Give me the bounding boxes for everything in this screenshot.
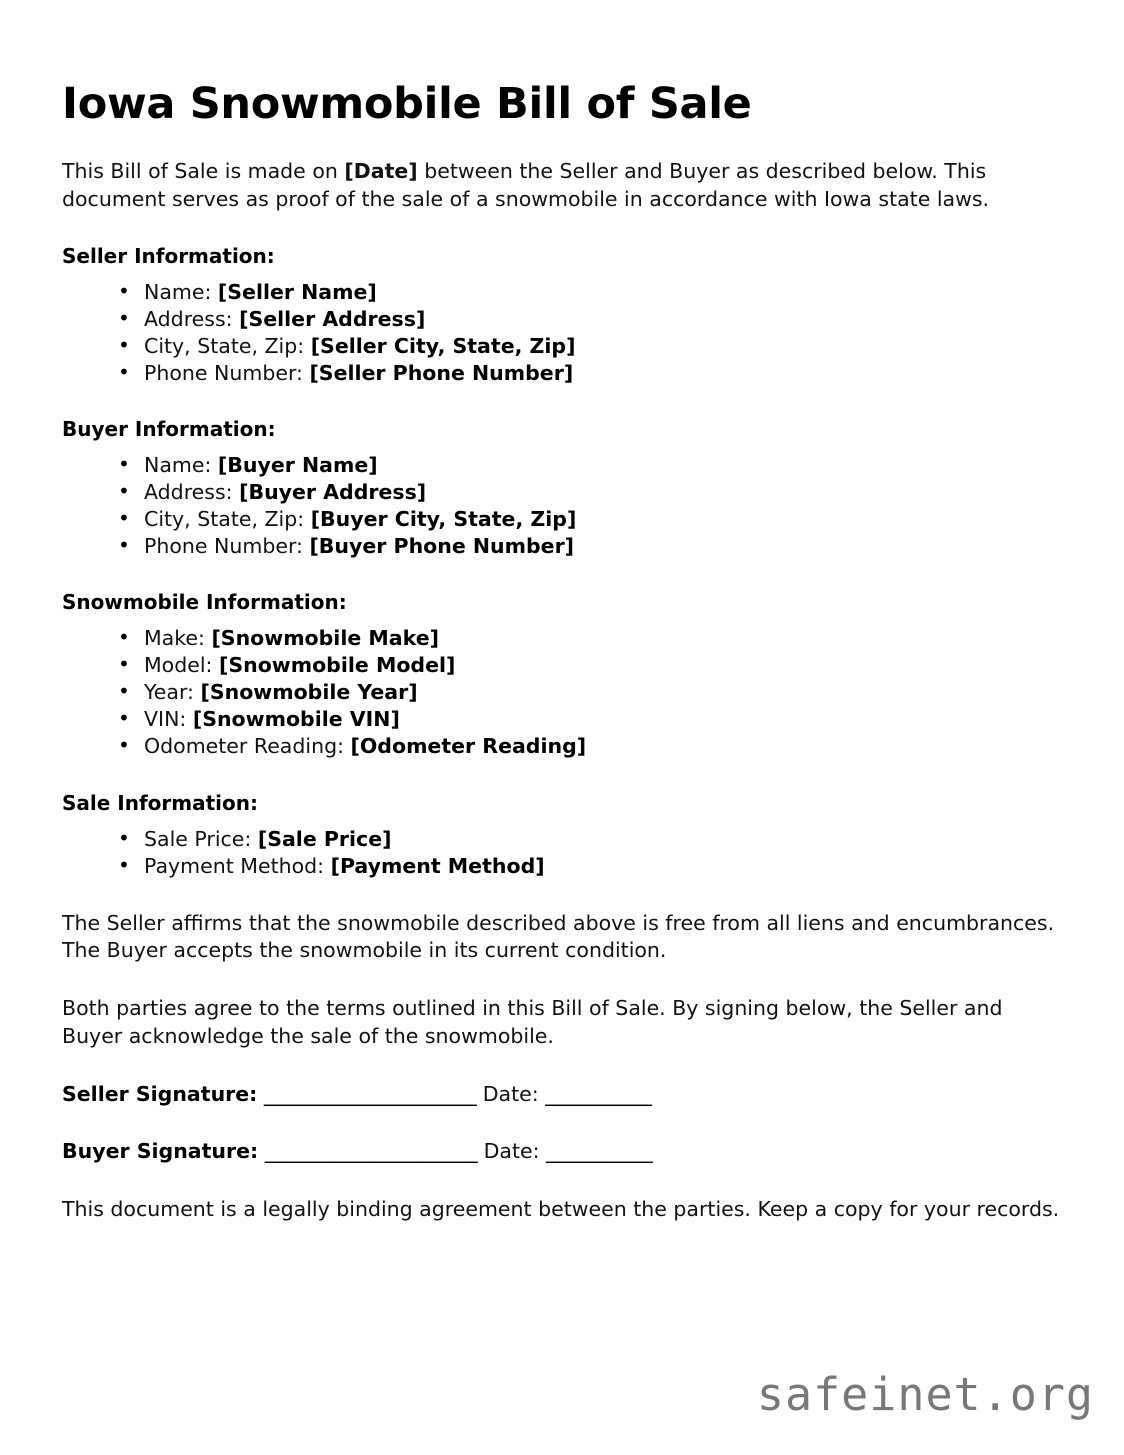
intro-text-after: between the Seller and Buyer as described below. This document serves as proof of the sale of a snowmobile in accordance with Iowa state laws. — [62, 159, 990, 212]
list-item — [116, 333, 1062, 360]
buyer-signature-line[interactable]: ______________________ — [264, 1138, 478, 1163]
seller-signature-line[interactable]: ______________________ — [263, 1082, 477, 1107]
field-label: Year: — [144, 680, 201, 705]
field-label: VIN: — [144, 707, 193, 732]
field-value: [Snowmobile Year] — [200, 680, 418, 705]
buyer-signature-row — [62, 1138, 1062, 1165]
field-value: [Seller Name] — [217, 279, 377, 304]
field-value: [Seller City, State, Zip] — [310, 334, 576, 358]
field-value: [Buyer City, State, Zip] — [310, 507, 577, 532]
field-value: [Odometer Reading] — [350, 734, 587, 759]
field-label: Address: — [144, 306, 240, 331]
field-value: [Payment Method] — [330, 853, 545, 878]
sale-information-heading: Sale Information: — [62, 790, 258, 815]
list-item — [116, 733, 1062, 760]
field-label: Make: — [144, 626, 212, 651]
sale-information-list — [62, 826, 1062, 880]
list-item — [116, 506, 1062, 533]
list-item — [116, 826, 1062, 853]
field-label: Sale Price: — [144, 826, 258, 851]
list-item — [116, 306, 1062, 333]
field-value: [Seller Address] — [239, 306, 426, 331]
seller-date-label: Date: — [482, 1082, 539, 1107]
field-label: Address: — [144, 480, 240, 505]
agreement-paragraph: Both parties agree to the terms outlined in this Bill of Sale. By signing below, the Seller and Buyer acknowledge the sale of the snowmobile. — [62, 996, 1003, 1049]
list-item — [116, 533, 1062, 560]
list-item — [116, 853, 1062, 880]
field-label: Payment Method: — [144, 853, 331, 878]
list-item — [116, 360, 1062, 387]
field-value: [Seller Phone Number] — [309, 361, 574, 386]
seller-signature-row — [62, 1081, 1062, 1108]
field-value: [Sale Price] — [257, 826, 392, 851]
snowmobile-information-heading: Snowmobile Information: — [62, 590, 347, 615]
field-value: [Buyer Phone Number] — [309, 534, 575, 559]
list-item — [116, 279, 1062, 306]
snowmobile-information-list — [62, 625, 1062, 760]
field-label: Phone Number: — [144, 361, 310, 386]
site-watermark: safeinet.org — [756, 1368, 1094, 1421]
page-title: Iowa Snowmobile Bill of Sale — [62, 79, 752, 129]
field-value: [Snowmobile Make] — [211, 626, 439, 651]
list-item — [116, 625, 1062, 652]
seller-date-line[interactable]: ___________ — [545, 1082, 652, 1107]
intro-paragraph — [62, 158, 1062, 214]
list-item — [116, 706, 1062, 733]
field-label: Odometer Reading: — [144, 734, 351, 759]
field-label: City, State, Zip: — [144, 334, 311, 358]
field-label: City, State, Zip: — [144, 507, 311, 532]
closing-paragraph: This document is a legally binding agreement between the parties. Keep a copy for your records. — [62, 1197, 1060, 1222]
buyer-signature-label: Buyer Signature: — [62, 1138, 259, 1163]
list-item — [116, 479, 1062, 506]
seller-information-list — [62, 279, 1062, 387]
field-value: [Snowmobile VIN] — [192, 707, 400, 732]
field-value: [Buyer Address] — [239, 480, 427, 505]
field-value: [Snowmobile Model] — [218, 653, 456, 678]
list-item — [116, 652, 1062, 679]
buyer-date-label: Date: — [483, 1138, 540, 1163]
field-label: Model: — [144, 653, 219, 678]
list-item — [116, 679, 1062, 706]
field-label: Name: — [144, 453, 218, 478]
buyer-information-heading: Buyer Information: — [62, 417, 276, 442]
intro-text-before: This Bill of Sale is made on — [62, 159, 345, 184]
field-label: Phone Number: — [144, 534, 310, 559]
seller-signature-label: Seller Signature: — [62, 1082, 258, 1107]
buyer-information-list — [62, 452, 1062, 560]
seller-information-heading: Seller Information: — [62, 243, 275, 268]
field-label: Name: — [144, 279, 218, 304]
affirmation-paragraph: The Seller affirms that the snowmobile described above is free from all liens and encumbrances. The Buyer accepts the snowmobile in its current condition. — [62, 910, 1055, 963]
list-item — [116, 452, 1062, 479]
buyer-date-line[interactable]: ___________ — [546, 1138, 653, 1163]
field-value: [Buyer Name] — [217, 453, 378, 478]
intro-date-placeholder: [Date] — [344, 159, 418, 184]
